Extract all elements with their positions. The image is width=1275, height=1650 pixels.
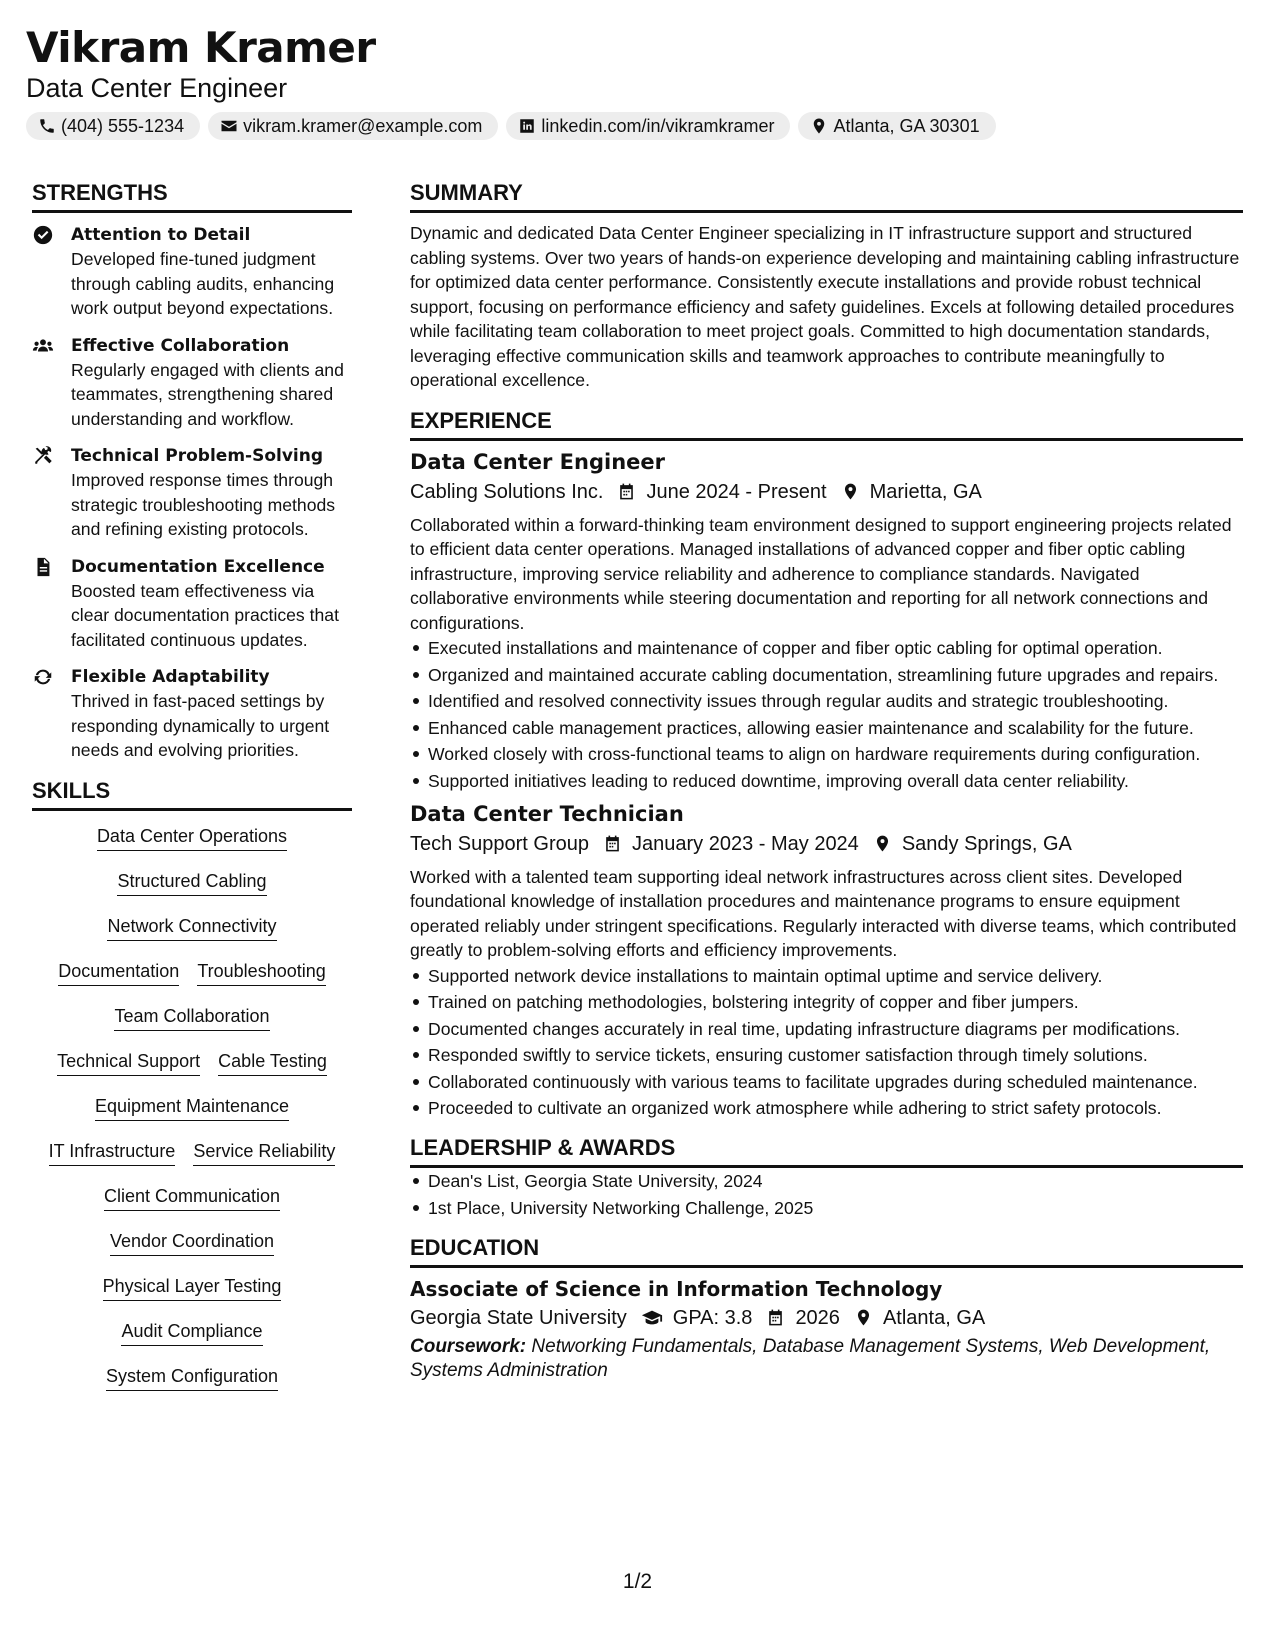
coursework-label: Coursework: <box>410 1335 527 1357</box>
strength-title: Attention to Detail <box>71 225 251 245</box>
job-location: Sandy Springs, GA <box>901 832 1072 855</box>
job-title: Data Center Engineer <box>410 449 665 474</box>
strengths-heading: STRENGTHS <box>32 178 352 213</box>
job-meta <box>410 477 1243 507</box>
strength-item <box>32 223 352 321</box>
strength-item <box>32 334 352 432</box>
award-item: Dean's List, Georgia State University, 2024 <box>410 1169 1243 1193</box>
strength-title: Effective Collaboration <box>71 335 290 356</box>
calendar-icon <box>766 1308 785 1327</box>
envelope-icon <box>220 117 238 135</box>
users-icon <box>32 335 54 357</box>
education-location: Atlanta, GA <box>882 1306 986 1329</box>
bullet-item: Collaborated continuously with various teams to facilitate upgrades during scheduled maintenance. <box>410 1070 1243 1094</box>
strength-item <box>32 555 352 653</box>
strength-title: Documentation Excellence <box>71 556 325 577</box>
skill-row <box>117 868 266 913</box>
map-marker-icon <box>873 834 892 853</box>
contact-linkedin-text: linkedin.com/in/vikramkramer <box>541 115 775 136</box>
skill-tag: Client Communication <box>104 1183 280 1211</box>
strength-desc: Improved response times through strategic troubleshooting methods and refining existing protocols. <box>71 470 336 539</box>
skill-row <box>121 1318 262 1363</box>
graduation-year: 2026 <box>795 1306 840 1329</box>
map-marker-icon <box>854 1308 873 1327</box>
job-dates: June 2024 - Present <box>646 480 827 503</box>
contact-email[interactable] <box>208 112 498 140</box>
map-marker-icon <box>810 117 828 135</box>
experience-heading: EXPERIENCE <box>410 406 1243 441</box>
skill-tag: Vendor Coordination <box>110 1228 274 1256</box>
graduation-cap-icon <box>641 1307 663 1329</box>
skill-row <box>58 958 326 1003</box>
skill-row <box>103 1273 282 1318</box>
strengths-list <box>32 223 352 763</box>
bullet-item: Documented changes accurately in real time, updating infrastructure diagrams per modifications. <box>410 1017 1243 1041</box>
skill-tag: Cable Testing <box>218 1048 327 1076</box>
skill-row <box>97 823 287 868</box>
check-circle-icon <box>32 224 54 246</box>
strength-item <box>32 444 352 542</box>
job-dates: January 2023 - May 2024 <box>632 832 859 855</box>
job-meta <box>410 829 1243 859</box>
coursework <box>410 1335 1243 1383</box>
skill-tag: System Configuration <box>106 1363 278 1391</box>
linkedin-icon <box>518 117 536 135</box>
skill-row <box>57 1048 327 1093</box>
left-column <box>32 178 352 1408</box>
sync-icon <box>32 666 54 688</box>
awards-list <box>410 1169 1243 1220</box>
job-description: Collaborated within a forward-thinking team environment designed to support engineering projects related to efficient data center operations. Managed installations of advanced copper and fiber optic cabling infrastructure, improving service reliability and adherence to compliance standards. Navigated collaborative environments while steering documentation and reporting for all network connections and configurations. <box>410 514 1232 633</box>
job-title: Data Center Technician <box>410 801 684 826</box>
bullet-item: Enhanced cable management practices, allowing easier maintenance and scalability for the future. <box>410 716 1243 740</box>
phone-icon <box>38 117 56 135</box>
skill-tag: Equipment Maintenance <box>95 1093 289 1121</box>
strength-desc: Regularly engaged with clients and teammates, strengthening shared understanding and workflow. <box>71 359 344 429</box>
document-icon <box>32 556 54 578</box>
strength-title: Technical Problem-Solving <box>71 446 324 466</box>
right-column <box>410 178 1243 1383</box>
map-marker-icon <box>841 482 860 501</box>
strength-item <box>32 665 352 763</box>
degree-title: Associate of Science in Information Technology <box>410 1276 943 1301</box>
strength-desc: Thrived in fast-paced settings by responding dynamically to urgent needs and evolving priorities. <box>71 691 330 760</box>
bullet-item: Identified and resolved connectivity issues through regular audits and strategic troubleshooting. <box>410 689 1243 713</box>
skill-tag: Troubleshooting <box>197 958 325 986</box>
education-heading: EDUCATION <box>410 1233 1243 1268</box>
summary-heading: SUMMARY <box>410 178 1243 213</box>
contact-linkedin[interactable] <box>506 112 790 140</box>
candidate-name: Vikram Kramer <box>26 23 376 72</box>
skill-row <box>95 1093 289 1138</box>
coursework-list: Networking Fundamentals, Database Management Systems, Web Development, Systems Administration <box>410 1335 1211 1381</box>
bullet-item: Supported initiatives leading to reduced downtime, improving overall data center reliability. <box>410 769 1243 793</box>
bullet-item: Organized and maintained accurate cabling documentation, streamlining future upgrades and repairs. <box>410 663 1243 687</box>
skill-row <box>104 1183 280 1228</box>
skill-row <box>107 913 276 958</box>
skill-row <box>49 1138 336 1183</box>
page-indicator: 1/2 <box>622 1570 653 1593</box>
skill-tag: Documentation <box>58 958 179 986</box>
resume-header <box>26 22 1246 140</box>
calendar-icon <box>617 482 636 501</box>
bullet-item: Trained on patching methodologies, bolstering integrity of copper and fiber jumpers. <box>410 990 1243 1014</box>
award-item: 1st Place, University Networking Challenge, 2025 <box>410 1196 1243 1220</box>
skill-tag: Technical Support <box>57 1048 200 1076</box>
skill-row <box>106 1363 278 1408</box>
contact-location-text: Atlanta, GA 30301 <box>833 115 980 136</box>
skills-heading: SKILLS <box>32 776 352 811</box>
strength-desc: Developed fine-tuned judgment through cabling audits, enhancing work output beyond expectations. <box>71 249 335 318</box>
bullet-item: Responded swiftly to service tickets, ensuring customer satisfaction through timely solutions. <box>410 1043 1243 1067</box>
bullet-item: Worked closely with cross-functional teams to align on hardware requirements during configuration. <box>410 742 1243 766</box>
skill-row <box>110 1228 274 1273</box>
candidate-title: Data Center Engineer <box>26 73 288 103</box>
skill-tag: Network Connectivity <box>107 913 276 941</box>
gpa: GPA: 3.8 <box>672 1306 753 1329</box>
awards-heading: LEADERSHIP & AWARDS <box>410 1133 1243 1168</box>
strength-title: Flexible Adaptability <box>71 667 270 687</box>
tools-icon <box>32 445 54 467</box>
contact-email-text: vikram.kramer@example.com <box>243 115 483 136</box>
skill-row <box>114 1003 269 1048</box>
bullet-item: Proceeded to cultivate an organized work atmosphere while adhering to strict safety protocols. <box>410 1096 1243 1120</box>
skill-tag: IT Infrastructure <box>49 1138 176 1166</box>
summary-text: Dynamic and dedicated Data Center Engineer specializing in IT infrastructure support and structured cabling systems. Over two years of hands-on experience developing and maintaining cabling infrastructure for optimized data center performance. Consistently execute installations and provide robust technical support, focusing on performance efficiency and safety guidelines. Excels at following detailed procedures while facilitating team collaboration to meet project goals. Committed to high documentation standards, leveraging effective communication skills and teamwork approaches to contribute meaningfully to operational excellence. <box>410 223 1240 390</box>
skill-tag: Service Reliability <box>193 1138 335 1166</box>
skill-tag: Team Collaboration <box>114 1003 269 1031</box>
skill-tag: Structured Cabling <box>117 868 266 896</box>
job-location: Marietta, GA <box>869 480 982 503</box>
job-company: Cabling Solutions Inc. <box>410 480 604 503</box>
job-entry <box>410 447 1243 793</box>
skill-tag: Data Center Operations <box>97 823 287 851</box>
job-bullets <box>410 964 1243 1121</box>
contact-bar <box>26 112 1246 140</box>
education-meta <box>410 1303 1243 1333</box>
bullet-item: Executed installations and maintenance of copper and fiber optic cabling for optimal operation. <box>410 636 1243 660</box>
skill-tag: Audit Compliance <box>121 1318 262 1346</box>
calendar-icon <box>603 834 622 853</box>
skills-list <box>32 823 352 1408</box>
strength-desc: Boosted team effectiveness via clear documentation practices that facilitated continuous updates. <box>71 580 339 650</box>
contact-phone-text: (404) 555-1234 <box>61 115 185 136</box>
job-entry <box>410 799 1243 1121</box>
skill-tag: Physical Layer Testing <box>103 1273 282 1301</box>
school-name: Georgia State University <box>410 1306 627 1329</box>
job-company: Tech Support Group <box>410 832 589 855</box>
job-description: Worked with a talented team supporting ideal network infrastructures across client sites. Developed foundational knowledge of installation procedures and maintenance programs to ensure equipment operated reliably under stringent specifications. Regularly interacted with diverse teams, which contributed greatly to problem-solving efforts and efficiency improvements. <box>410 866 1237 960</box>
bullet-item: Supported network device installations to maintain optimal uptime and service delivery. <box>410 964 1243 988</box>
contact-phone[interactable] <box>26 112 200 140</box>
job-bullets <box>410 636 1243 793</box>
contact-location <box>798 112 995 140</box>
